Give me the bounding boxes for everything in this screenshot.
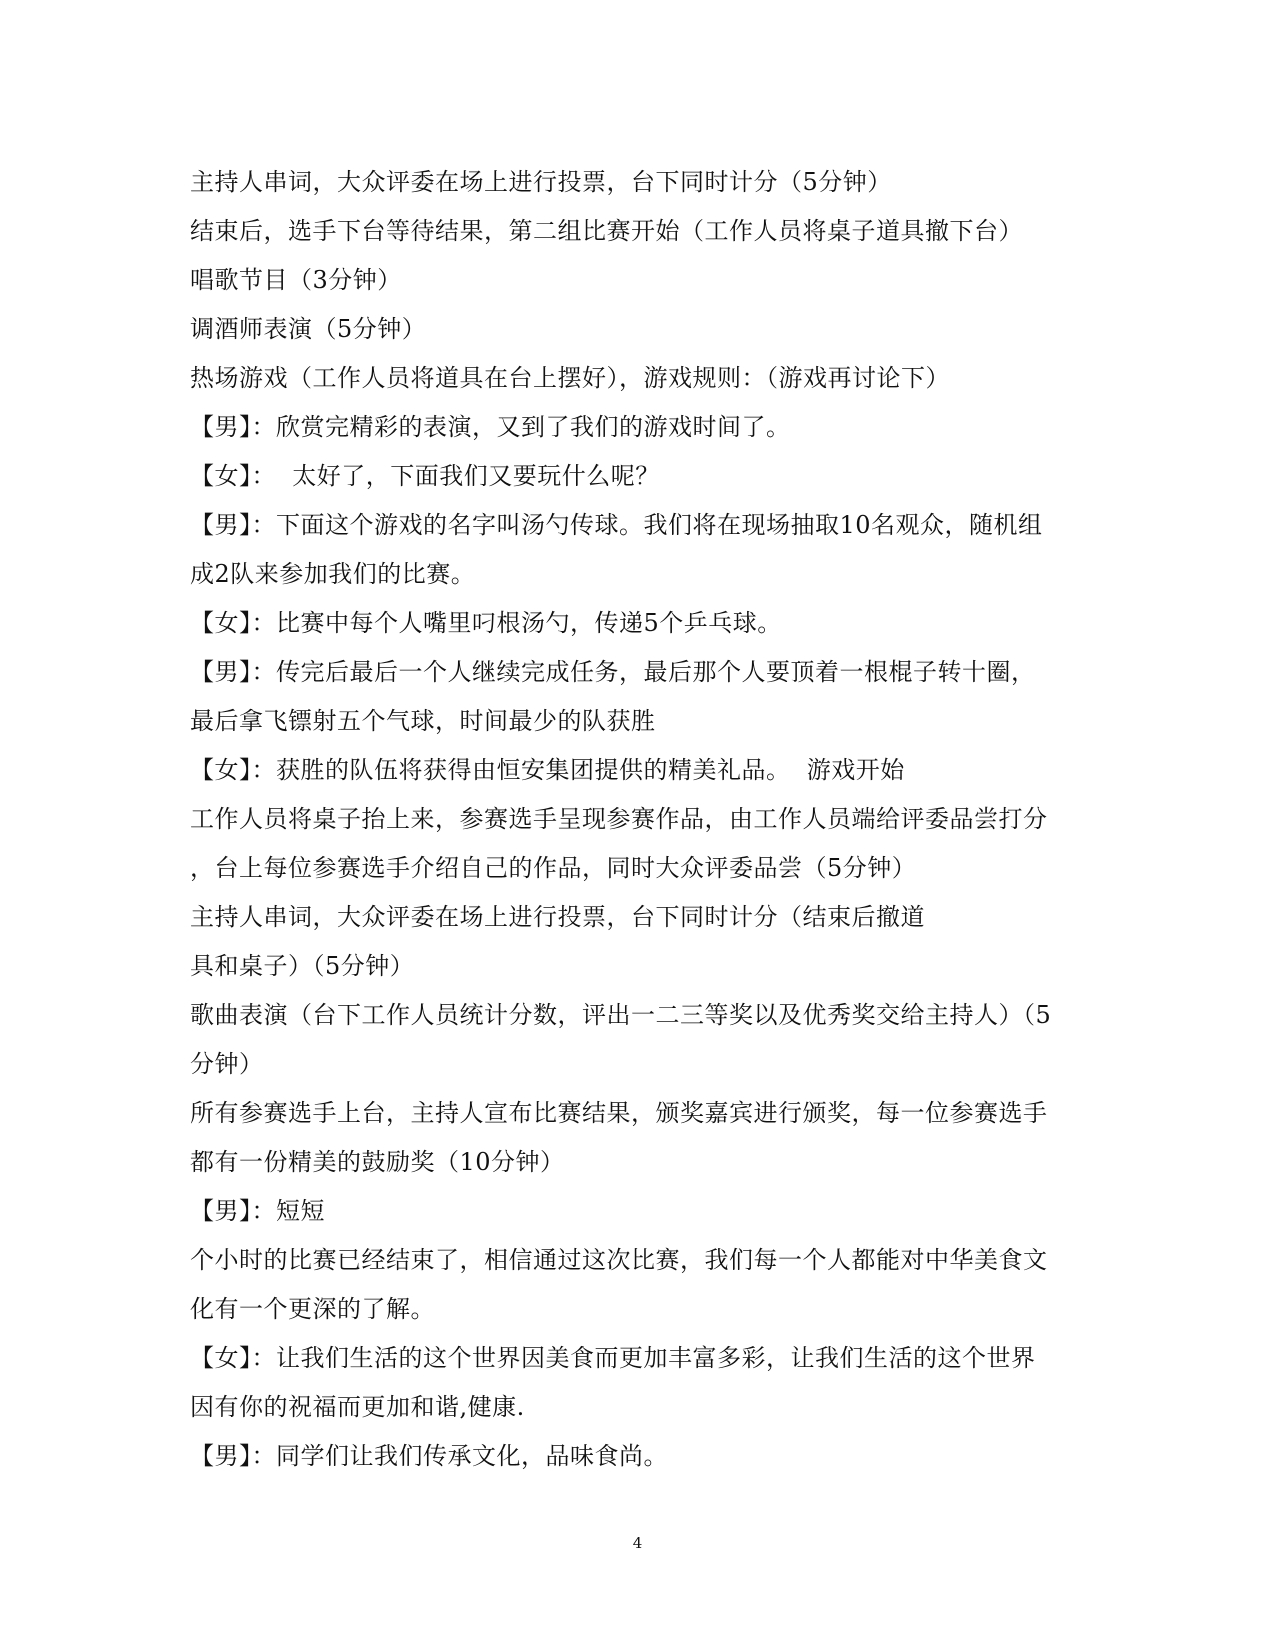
- text-line: 调酒师表演（5分钟）: [190, 315, 427, 343]
- dialogue-line-female: 【女】：让我们生活的这个世界因美食而更加丰富多彩，让我们生活的这个世界: [190, 1344, 1036, 1372]
- text-line: 结束后，选手下台等待结果，第二组比赛开始（工作人员将桌子道具撤下台）: [190, 217, 1023, 245]
- text-line: 个小时的比赛已经结束了，相信通过这次比赛，我们每一个人都能对中华美食文: [190, 1246, 1048, 1274]
- text-line: 都有一份精美的鼓励奖（10分钟）: [190, 1148, 565, 1176]
- text-line: 化有一个更深的了解。: [190, 1295, 435, 1323]
- dialogue-line-male: 【男】：短短: [190, 1197, 325, 1225]
- dialogue-line-male: 【男】：同学们让我们传承文化，品味食尚。: [190, 1442, 668, 1470]
- dialogue-line-male: 【男】：下面这个游戏的名字叫汤勺传球。我们将在现场抽取10名观众，随机组: [190, 511, 1043, 539]
- dialogue-line-male: 【男】：欣赏完精彩的表演，又到了我们的游戏时间了。: [190, 413, 791, 441]
- text-line: 最后拿飞镖射五个气球，时间最少的队获胜: [190, 707, 656, 735]
- text-line: 热场游戏（工作人员将道具在台上摆好），游戏规则：（游戏再讨论下）: [190, 364, 950, 392]
- text-line: 歌曲表演（台下工作人员统计分数，评出一二三等奖以及优秀奖交给主持人）（5: [190, 1001, 1052, 1029]
- text-line: 分钟）: [190, 1050, 264, 1078]
- text-line: 主持人串词，大众评委在场上进行投票，台下同时计分（5分钟）: [190, 168, 892, 196]
- text-line: 工作人员将桌子抬上来，参赛选手呈现参赛作品，由工作人员端给评委品尝打分: [190, 805, 1048, 833]
- text-line: 主持人串词，大众评委在场上进行投票，台下同时计分（结束后撤道: [190, 903, 925, 931]
- text-line: 具和桌子）（5分钟）: [190, 952, 415, 980]
- page-number: 4: [632, 1534, 643, 1552]
- document-body: [190, 158, 1090, 1481]
- dialogue-line-female: 【女】：获胜的队伍将获得由恒安集团提供的精美礼品。 游戏开始: [190, 756, 905, 784]
- text-line: 成2队来参加我们的比赛。: [190, 560, 476, 588]
- text-line: 唱歌节目（3分钟）: [190, 266, 402, 294]
- text-line: 因有你的祝福而更加和谐,健康.: [190, 1393, 525, 1421]
- dialogue-line-female: 【女】：比赛中每个人嘴里叼根汤勺，传递5个乒乓球。: [190, 609, 782, 637]
- text-line: 所有参赛选手上台，主持人宣布比赛结果，颁奖嘉宾进行颁奖，每一位参赛选手: [190, 1099, 1048, 1127]
- dialogue-line-female: 【女】： 太好了，下面我们又要玩什么呢？: [190, 462, 660, 490]
- dialogue-line-male: 【男】：传完后最后一个人继续完成任务，最后那个人要顶着一根棍子转十圈，: [190, 658, 1036, 686]
- text-line: ，台上每位参赛选手介绍自己的作品，同时大众评委品尝（5分钟）: [190, 854, 917, 882]
